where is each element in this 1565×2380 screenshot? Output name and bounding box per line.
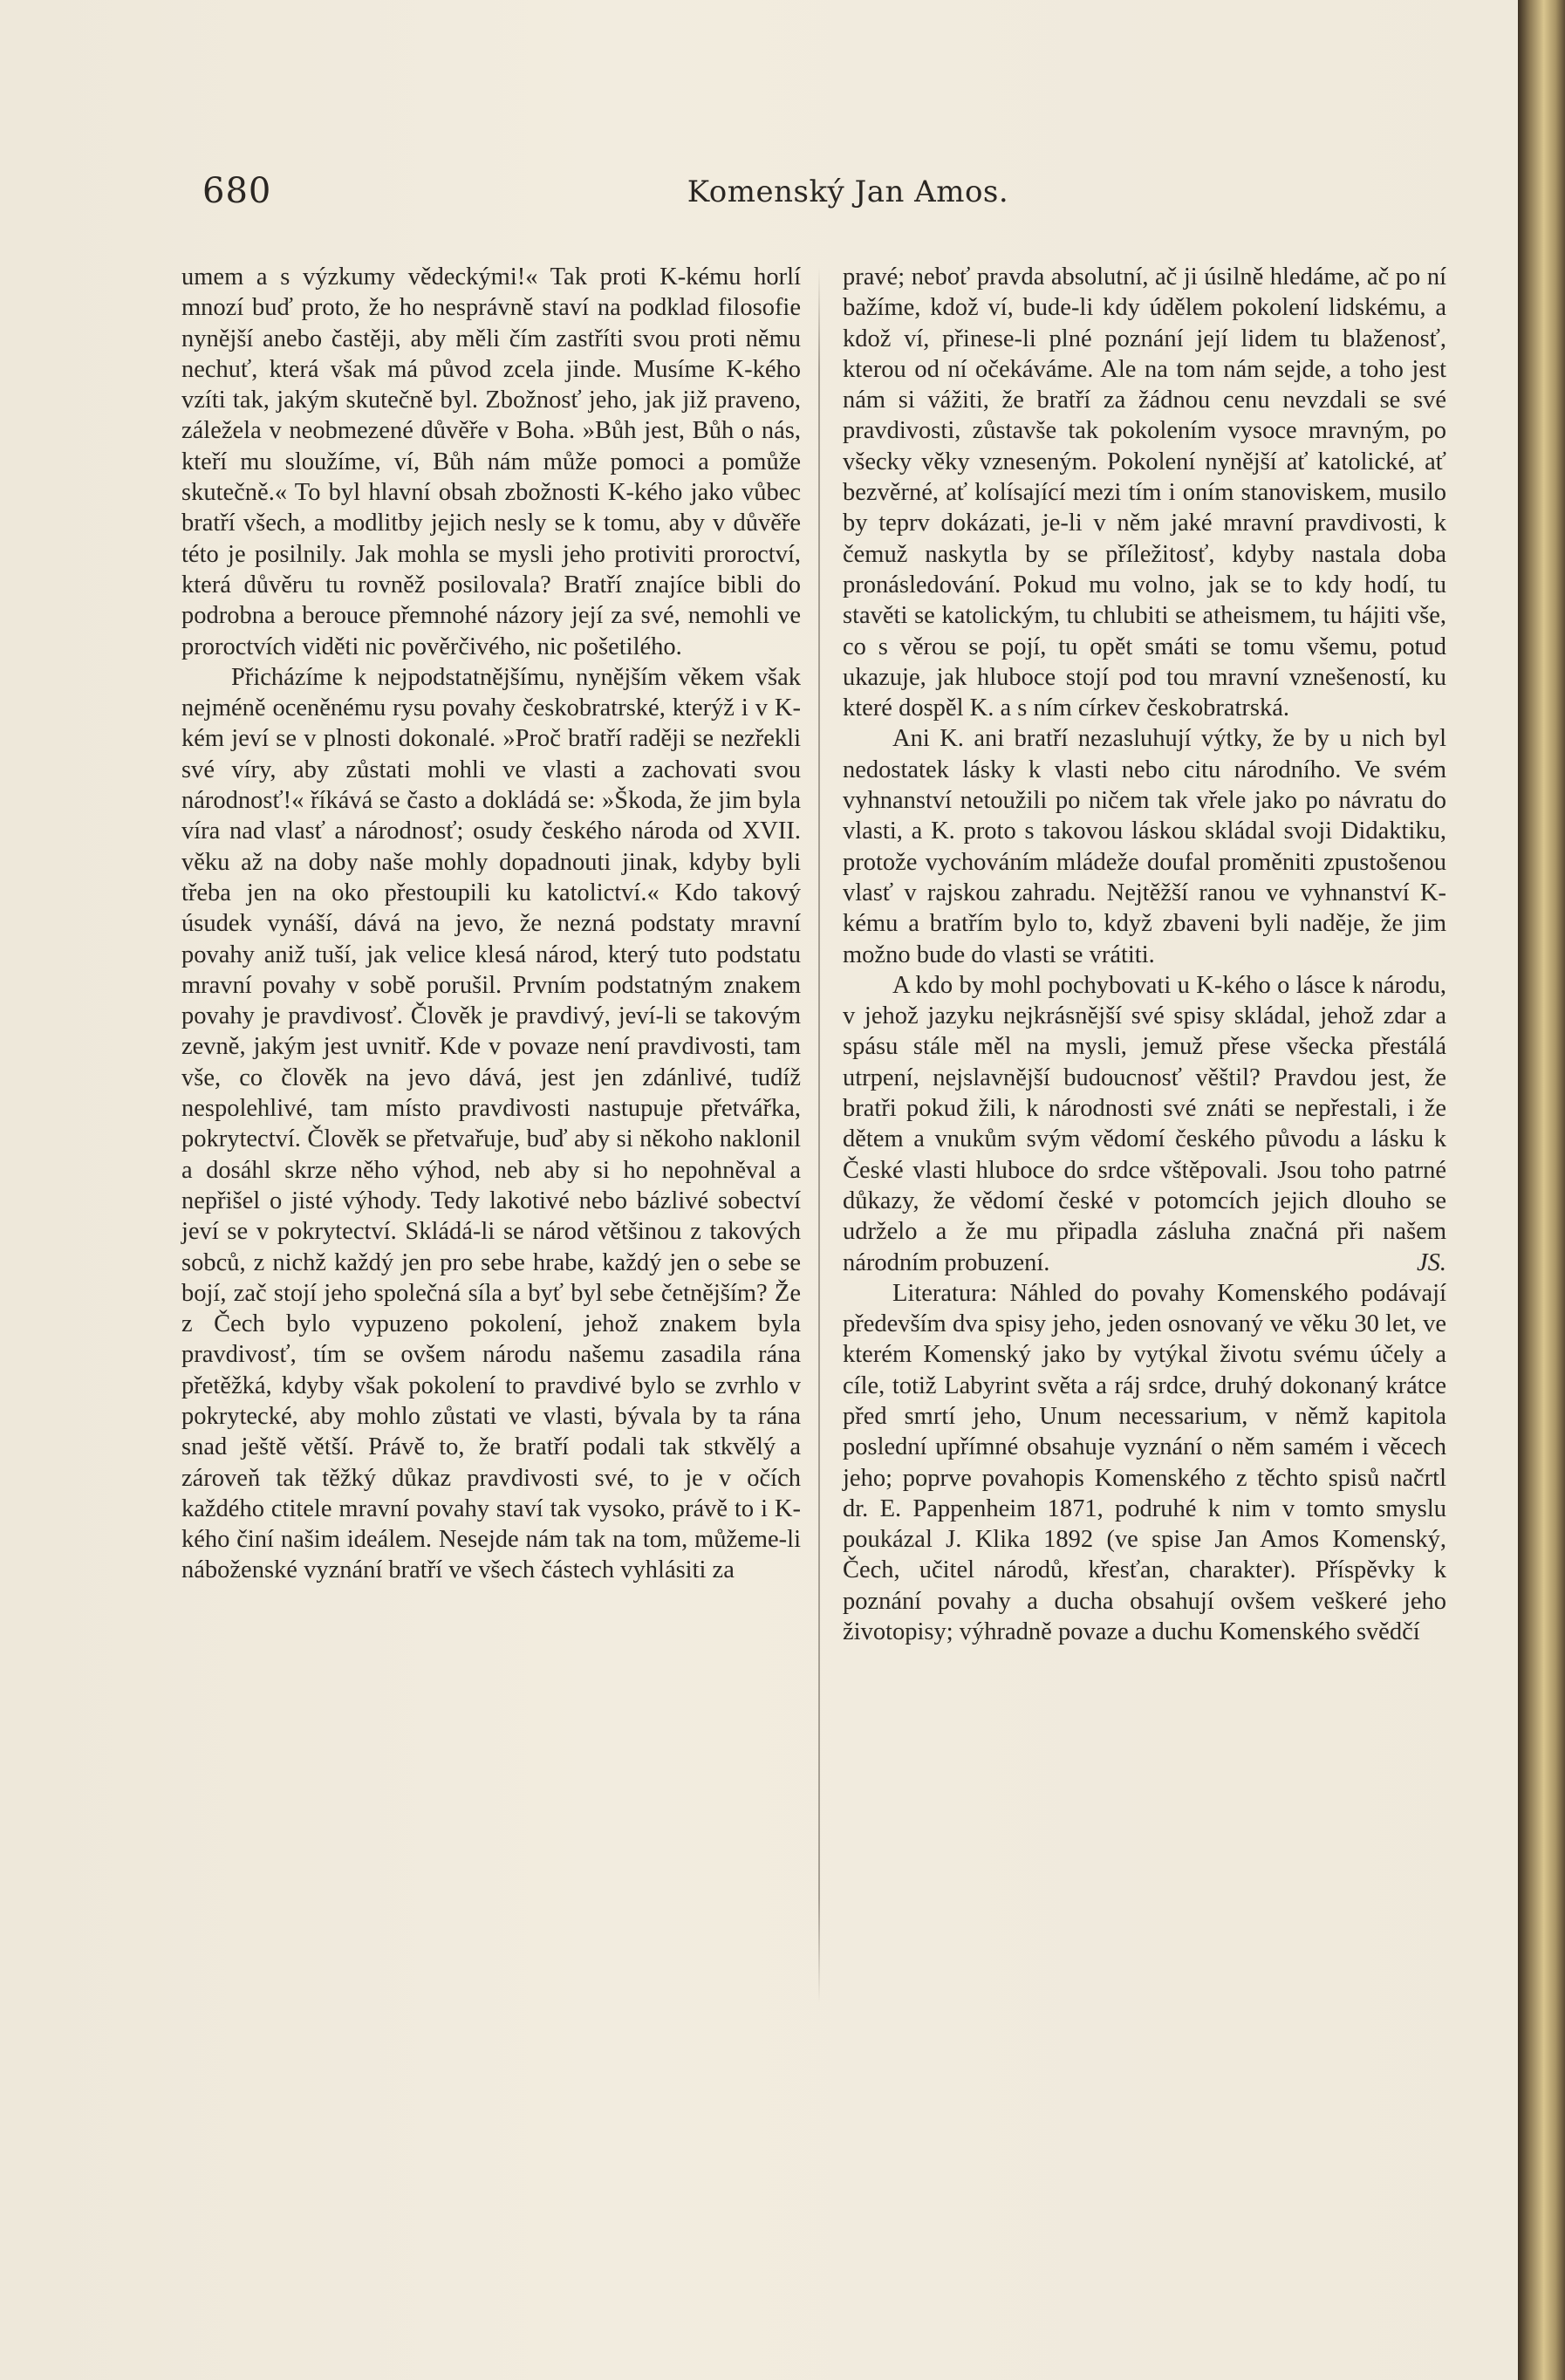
paragraph: Přicházíme k nejpodstatnějšímu, nynějším věkem však nejméně oceněnému rysu povahy českobratrské, kterýž i v K-kém jeví se v plnosti dokonalé. »Proč bratří raději se nezřekli své víry, aby zůstati mohli ve vlasti a zachovati svou národnosť!« říkává se často a dokládá se: »Škoda, že jim byla víra nad vlasť a národnosť; osudy českého národa od XVII. věku až na doby naše mohly dopadnouti jinak, kdyby byli třeba jen na oko přestoupili ku katolictví.« Kdo takový úsudek vynáší, dává na jevo, že nezná podstaty mravní povahy aniž tuší, jak velice klesá národ, který tuto podstatu mravní povahy v sobě porušil. Prvním podstatným znakem povahy je pravdivosť. Člověk je pravdivý, jeví-li se takovým zevně, jakým jest uvnitř. Kde v povaze není pravdivosti, tam vše, co člověk na jevo dává, jest jen zdánlivé, tudíž nespolehlivé, tam místo pravdivosti nastupuje přetvářka, pokrytectví. Člověk se přetvařuje, buď aby si někoho naklonil a dosáhl skrze něho výhod, neb aby si ho nepohněval a nepřišel o jisté výhody. Tedy lakotivé nebo bázlivé sobectví jeví se v pokrytectví. Skládá-li se národ většinou z takových sobců, z nichž každý jen pro sebe hrabe, každý jen o sebe se bojí, zač stojí jeho společná síla a byť byl sebe četnějším? Že z Čech bylo vypuzeno pokolení, jehož znakem byla pravdivosť, tím se ovšem národu našemu zasadila rána přetěžká, kdyby však pokolení to pravdivé bylo se zvrhlo v pokrytecké, aby mohlo zůstati ve vlasti, bývala by ta rána snad ještě větší. Právě to, že bratří podali tak stkvělý a zároveň tak těžký důkaz pravdivosti své, to je v očích každého ctitele mravní povahy staví tak vysoko, právě to i K-kého činí našim ideálem. Nesejde nám tak na tom, můžeme-li náboženské vyznání bratří ve všech částech vyhlásiti za (181, 663, 801, 1584)
page-header (202, 171, 1441, 215)
paragraph-text: A kdo by mohl pochybovati u K-kého o lásce k národu, v jehož jazyku nejkrásnější své spisy skládal, jehož zdar a spásu stále měl na mysli, jemuž přese všecka přestálá utrpení, nejslavnější budoucnosť věštil? Pravdou jest, že bratři pokud žili, k národnosti své znáti se nepřestali, i že dětem a vnukům svým vědomí českého původu a lásku k České vlasti hluboce do srdce vštěpovali. Jsou toho patrné důkazy, že vědomí české v potomcích jejich dlouho se udrželo a že mu připadla zásluha značná při našem národním probuzení. (843, 971, 1446, 1276)
paragraph (843, 970, 1446, 1278)
literature-paragraph: Literatura: Náhled do povahy Komenského podávají především dva spisy jeho, jeden osnovaný ve věku 30 let, ve kterém Komenský jako by vytýkal životu svému účely a cíle, totiž Labyrint světa a ráj srdce, druhý dokonaný krátce před smrtí jeho, Unum necessarium, v němž kapitola poslední upřímné obsahuje vyznání o něm samém i věcech jeho; poprve povahopis Komenského z těchto spisů načrtl dr. E. Pappenheim 1871, podruhé k nim v tomto smyslu poukázal J. Klika 1892 (ve spise Jan Amos Komenský, Čech, učitel národů, křesťan, charakter). Příspěvky k poznání povahy a ducha obsahují ovšem veškeré jeho životopisy; výhradně povaze a duchu Komenského svědčí (843, 1279, 1446, 1646)
left-column (181, 262, 801, 1586)
book-spine-edge (1518, 0, 1565, 2380)
paragraph: Ani K. ani bratří nezasluhují výtky, že by u nich byl nedostatek lásky k vlasti nebo citu národního. Ve svém vyhnanství netoužili po ničem tak vřele jako po návratu do vlasti, a K. proto s takovou láskou skládal svoji Didaktiku, protože vychováním mládeže doufal proměniti zpustošenou vlasť v rajskou zahradu. Nejtěžší ranou ve vyhnanství K-kému a bratřím bylo to, když zbaveni byli naděje, že jim možno bude do vlasti se vrátiti. (843, 725, 1446, 968)
paragraph: umem a s výzkumy vědeckými!« Tak proti K-kému horlí mnozí buď proto, že ho nesprávně staví na podklad filosofie nynější anebo častěji, aby měli čím zastříti svou proti němu nechuť, která však má původ zcela jinde. Musíme K-kého vzíti tak, jakým skutečně byl. Zbožnosť jeho, jak již praveno, záležela v neobmezené důvěře v Boha. »Bůh jest, Bůh o nás, kteří mu sloužíme, ví, Bůh nám může pomoci a pomůže skutečně.« To byl hlavní obsah zbožnosti K-kého jako vůbec bratří všech, a modlitby jejich nesly se k tomu, aby v důvěře této je posilnily. Jak mohla se mysli jeho protiviti proroctví, která důvěru tu rovněž posilovala? Bratří znajíce bibli do podrobna a berouce přemnohé názory její za své, nemohli ve proroctvích viděti nic pověrčivého, nic pošetilého. (181, 263, 801, 660)
running-head: Komenský Jan Amos. (687, 174, 1009, 209)
column-divider (818, 267, 820, 2003)
right-column (843, 262, 1446, 1647)
author-signature: JS. (1416, 1248, 1446, 1276)
page-number: 680 (202, 171, 272, 211)
paragraph: pravé; neboť pravda absolutní, ač ji úsilně hledáme, ač po ní bažíme, kdož ví, bude-li kdy údělem pokolení lidskému, a kdož ví, přinese-li plné poznání její lidem tu blaženosť, kterou od ní očekáváme. Ale na tom nám sejde, a toho jest nám si vážiti, že bratří za žádnou cenu nevzdali se své pravdivosti, zůstavše tak pokolením vysoce mravným, po všecky věky vzneseným. Pokolení nynější ať katolické, ať bezvěrné, ať kolísající mezi tím i oním stanoviskem, musilo by teprv dokázati, je-li v něm jaké mravní pravdivosti, k čemuž naskytla by se příležitosť, kdyby nastala doba pronásledování. Pokud mu volno, jak se to kdy hodí, tu stavěti se katolickým, tu chlubiti se atheismem, tu hájiti vše, co s věrou se pojí, tu opět smáti se tomu všemu, potud ukazuje, jak hluboce stojí pod tou mravní vznešeností, ku které dospěl K. a s ním církev českobratrská. (843, 263, 1446, 722)
